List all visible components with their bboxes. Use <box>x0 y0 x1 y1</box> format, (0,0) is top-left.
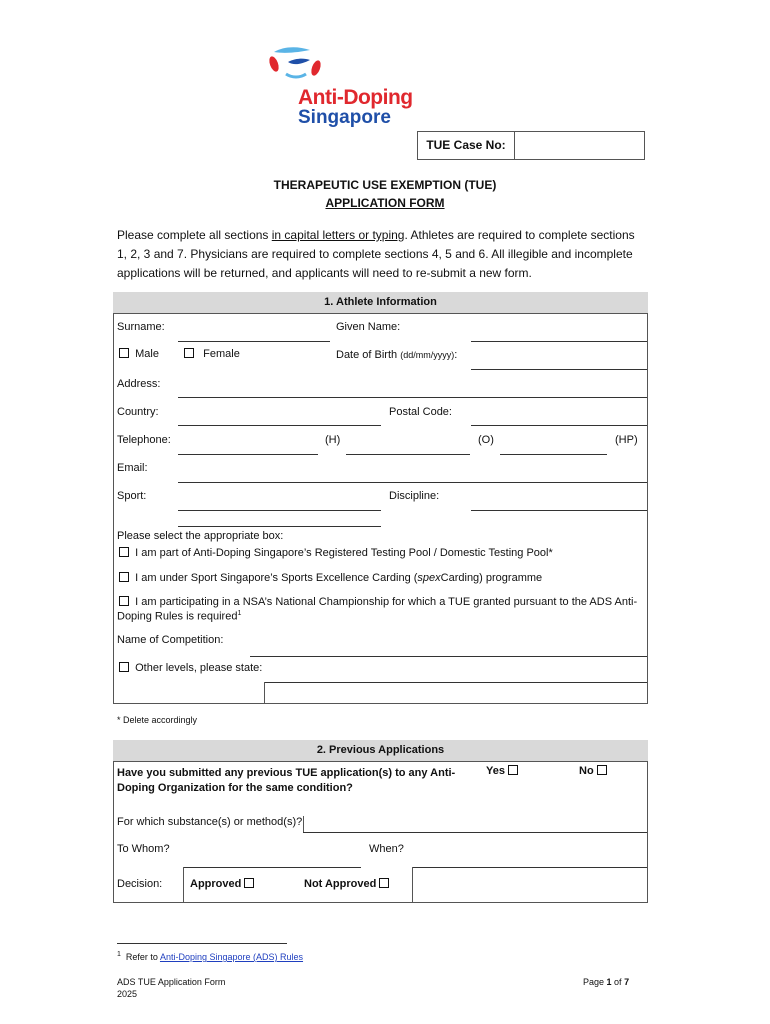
email-label: Email: <box>117 462 148 474</box>
no-option[interactable]: No <box>579 765 607 777</box>
ads-rules-link[interactable]: Anti-Doping Singapore (ADS) Rules <box>159 952 304 962</box>
when-field[interactable] <box>412 867 647 868</box>
case-number-field[interactable] <box>515 132 644 159</box>
previous-question: Have you submitted any previous TUE application(s) to any Anti-Doping Organization for the same condition? <box>117 767 456 794</box>
dob-field[interactable] <box>471 369 647 370</box>
option-other-levels[interactable]: Other levels, please state: <box>119 662 262 674</box>
female-checkbox[interactable] <box>184 348 194 358</box>
postal-code-field[interactable] <box>471 425 647 426</box>
not-approved-checkbox[interactable] <box>379 878 389 888</box>
discipline-field[interactable] <box>471 510 647 511</box>
dob-label: Date of Birth (dd/mm/yyyy): <box>336 349 458 361</box>
approved-option[interactable]: Approved <box>190 878 254 890</box>
male-checkbox[interactable] <box>119 348 129 358</box>
option-spexcarding[interactable]: I am under Sport Singapore’s Sports Excellence Carding (spexCarding) programme <box>119 572 542 584</box>
substance-divider <box>303 816 304 832</box>
decision-divider-2 <box>412 867 413 903</box>
male-option[interactable]: Male <box>119 348 159 360</box>
delete-note: * Delete accordingly <box>117 715 198 725</box>
option-national-championship-cont: Doping Rules is required$^1$ <box>117 610 242 623</box>
yes-checkbox[interactable] <box>508 765 518 775</box>
spexcarding-checkbox[interactable] <box>119 572 129 582</box>
sport-label: Sport: <box>117 490 147 502</box>
no-checkbox[interactable] <box>597 765 607 775</box>
sport-extra-field[interactable] <box>178 526 381 527</box>
case-number-label: TUE Case No: <box>418 132 515 159</box>
select-prompt: Please select the appropriate box: <box>117 530 284 542</box>
logo-mark-icon <box>266 44 326 84</box>
telephone-label: Telephone: <box>117 434 171 446</box>
national-championship-checkbox[interactable] <box>119 596 129 606</box>
section1-heading: 1. Athlete Information <box>113 292 648 314</box>
decision-divider-1 <box>183 867 184 903</box>
logo-text-line2: Singapore <box>298 107 391 128</box>
intro-paragraph: Please complete all sections in capital letters or typing. Athletes are required to complete sections 1, 2, 3 and 7. Physicians are required to complete sections 4, 5 and 6. All illegible and incomplete applications will be returned, and applicants will need to re-submit a new form. <box>117 228 635 280</box>
to-whom-label: To Whom? <box>117 843 170 855</box>
other-levels-divider <box>264 682 265 704</box>
competition-label: Name of Competition: <box>117 634 224 646</box>
footnote-rule <box>117 943 287 944</box>
given-name-field[interactable] <box>471 341 647 342</box>
to-whom-field[interactable] <box>183 867 361 868</box>
substance-field[interactable] <box>303 832 647 833</box>
substance-label: For which substance(s) or method(s)? <box>117 816 303 828</box>
other-levels-checkbox[interactable] <box>119 662 129 672</box>
title-line2: APPLICATION FORM <box>325 196 445 210</box>
footer-form-name: ADS TUE Application Form <box>117 977 226 987</box>
telephone-office-field[interactable] <box>346 454 470 455</box>
telephone-home-field[interactable] <box>178 454 318 455</box>
section2-heading: 2. Previous Applications <box>113 740 648 762</box>
address-field[interactable] <box>178 397 647 398</box>
logo <box>262 44 422 130</box>
surname-field[interactable] <box>178 341 330 342</box>
female-option[interactable]: Female <box>184 348 240 360</box>
intro-underlined: in capital letters or typing <box>271 228 405 242</box>
testing-pool-checkbox[interactable] <box>119 547 129 557</box>
footer-page-number: Page 1 of 7 <box>583 977 630 987</box>
given-name-label: Given Name: <box>336 321 401 333</box>
tel-office-label: (O) <box>478 434 494 446</box>
not-approved-option[interactable]: Not Approved <box>304 878 389 890</box>
other-levels-field[interactable] <box>265 682 647 683</box>
footnote: $^1$ Refer to Anti-Doping Singapore (ADS) Rules <box>117 951 304 962</box>
option-testing-pool[interactable]: I am part of Anti-Doping Singapore’s Registered Testing Pool / Domestic Testing Pool* <box>119 547 553 559</box>
country-field[interactable] <box>178 425 381 426</box>
country-label: Country: <box>117 406 159 418</box>
logo-text-line1: Anti-Doping <box>298 86 413 109</box>
footer-year: 2025 <box>117 989 138 999</box>
telephone-mobile-field[interactable] <box>500 454 607 455</box>
form-title <box>0 178 770 210</box>
postal-code-label: Postal Code: <box>389 406 452 418</box>
competition-field[interactable] <box>250 656 647 657</box>
when-label: When? <box>369 843 404 855</box>
approved-checkbox[interactable] <box>244 878 254 888</box>
case-number-box <box>417 131 645 160</box>
yes-option[interactable]: Yes <box>486 765 518 777</box>
sport-field[interactable] <box>178 510 381 511</box>
tel-mobile-label: (HP) <box>615 434 638 446</box>
discipline-label: Discipline: <box>389 490 440 502</box>
email-field[interactable] <box>178 482 647 483</box>
decision-label: Decision: <box>117 878 163 890</box>
surname-label: Surname: <box>117 321 165 333</box>
tel-home-label: (H) <box>325 434 341 446</box>
address-label: Address: <box>117 378 161 390</box>
option-national-championship[interactable]: I am participating in a NSA’s National Championship for which a TUE granted pursuant to the ADS Anti- <box>119 596 637 608</box>
title-line1: THERAPEUTIC USE EXEMPTION (TUE) <box>273 178 497 192</box>
